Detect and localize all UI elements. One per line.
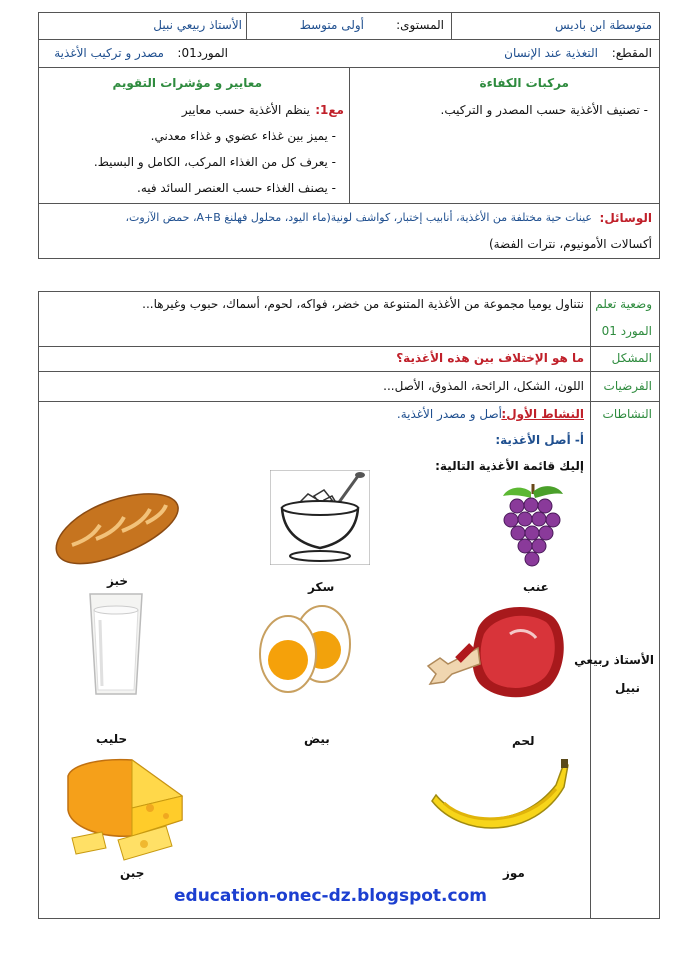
competence-title: مركبات الكفاءة	[479, 76, 569, 90]
food-label-eggs: بيض	[304, 732, 330, 746]
criteria-item: - يميز بين غذاء عضوي و غذاء معدني.	[150, 129, 336, 143]
list-intro: إليك قائمة الأغذية التالية:	[435, 459, 584, 473]
segment-label: المقطع:	[611, 46, 652, 60]
tools-label: الوسائل:	[599, 211, 652, 225]
footer-url: education-onec-dz.blogspot.com	[174, 886, 487, 906]
food-label-milk: حليب	[96, 732, 128, 746]
hypotheses-text: اللون، الشكل، الرائحة، المذوق، الأصل...	[383, 379, 584, 393]
criteria-item: - يعرف كل من الغذاء المركب، الكامل و البسيط.	[93, 155, 336, 169]
activity-subject: أصل و مصدر الأغذية.	[396, 407, 502, 421]
grapes-image	[493, 480, 573, 570]
bread-image	[50, 485, 182, 569]
situation-text: نتناول يوميا مجموعة من الأغذية المتنوعة من خضر، فواكه، لحوم، أسماك، حبوب وغيرها...	[142, 297, 584, 311]
segment-value: التغذية عند الإنسان	[504, 46, 598, 60]
school-name: متوسطة ابن باديس	[555, 18, 652, 32]
resource-label: المورد01:	[177, 46, 228, 60]
food-label-meat: لحم	[512, 734, 535, 748]
criteria-title: معايير و مؤشرات التقويم	[112, 76, 262, 90]
hypotheses-label: الفرضيات	[603, 379, 652, 393]
resource-number: المورد 01	[601, 324, 652, 338]
food-label-sugar: سكر	[308, 580, 335, 594]
problem-label: المشكل	[611, 351, 652, 365]
teacher-side-line-1: الأستاذ ربيعي	[574, 653, 654, 667]
criteria-item: - يصنف الغذاء حسب العنصر السائد فيه.	[137, 181, 336, 195]
teacher-side-line-2: نبيل	[614, 681, 640, 695]
milk-glass-image	[86, 590, 146, 700]
food-label-grapes: عنب	[523, 580, 549, 594]
food-label-bread: خبز	[107, 574, 129, 588]
sugar-bowl-image	[270, 470, 370, 565]
competence-line: - تصنيف الأغذية حسب المصدر و التركيب.	[440, 103, 648, 117]
activity-title: النشاط الأول:	[501, 407, 584, 421]
section-title: أ- أصل الأغذية:	[495, 433, 584, 447]
banana-image	[430, 755, 570, 840]
level-label: المستوى:	[396, 18, 444, 32]
tools-line-1: عينات حية مختلفة من الأغذية، أنابيب إختبار، كواشف لونية(ماء اليود، محلول فهلنغ A+B، حمض الآزوت،	[125, 211, 592, 224]
activities-label: النشاطات	[602, 407, 652, 421]
food-label-cheese: جبن	[120, 866, 145, 880]
criteria-intro: ينظم الأغذية حسب معايير	[181, 103, 310, 117]
problem-text: ما هو الإختلاف بين هذه الأغذية؟	[396, 351, 584, 365]
food-label-banana: موز	[503, 866, 525, 880]
criteria-code: مع1:	[315, 103, 344, 117]
cheese-image	[62, 756, 197, 866]
teacher-name: الأستاذ ربيعي نبيل	[153, 18, 242, 32]
resource-value: مصدر و تركيب الأغذية	[54, 46, 164, 60]
level-value: أولى متوسط	[299, 18, 364, 32]
situation-label: وضعية تعلم	[595, 297, 652, 311]
eggs-image	[256, 598, 356, 698]
tools-line-2: أكسالات الأمونيوم، نترات الفضة)	[488, 237, 652, 251]
meat-image	[418, 598, 568, 703]
